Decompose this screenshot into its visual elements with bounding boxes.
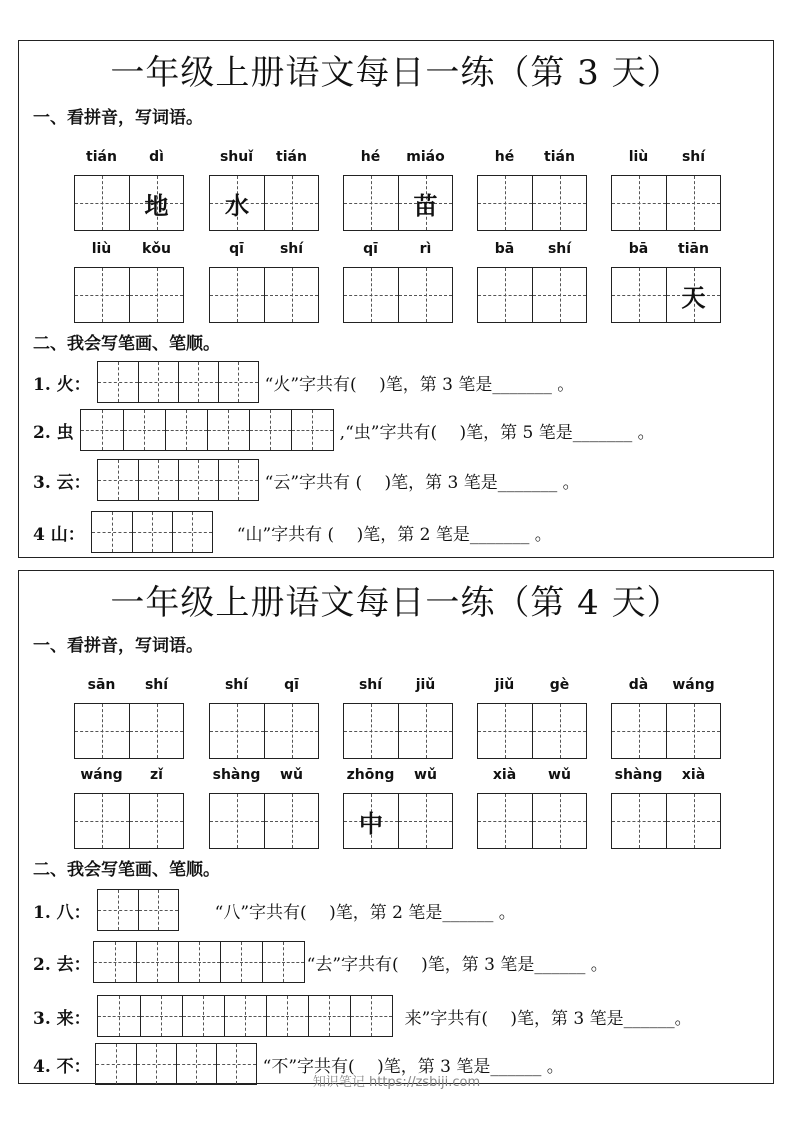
writing-boxes[interactable] [343, 267, 453, 323]
given-character [612, 794, 666, 848]
pinyin-label [209, 241, 319, 263]
pinyin-syllable: xià [681, 767, 706, 783]
writing-boxes[interactable] [611, 793, 721, 849]
pinyin-label [209, 677, 319, 699]
section-strokes-heading: 二、我会写笔画、笔顺。 [33, 860, 220, 880]
given-character: 天 [681, 282, 706, 312]
worksheet-day-3 [18, 40, 774, 558]
pinyin-syllable: wáng [672, 677, 715, 693]
writing-cell[interactable] [264, 268, 318, 322]
writing-cell[interactable] [532, 704, 586, 758]
pinyin-syllable: qī [229, 241, 244, 257]
writing-boxes[interactable] [209, 793, 319, 849]
writing-cell[interactable] [210, 794, 264, 848]
pinyin-syllable: shí [224, 677, 249, 693]
pinyin-syllable: bā [628, 241, 649, 257]
given-character [478, 704, 532, 758]
writing-cell[interactable] [612, 176, 666, 230]
pinyin-label [209, 149, 319, 171]
stroke-question-text: 来”字共有( )笔，第 3 笔是______。 [404, 1008, 692, 1029]
given-character [75, 704, 129, 758]
given-character [265, 794, 318, 848]
writing-cell[interactable] [398, 268, 452, 322]
pinyin-syllable: shí [681, 149, 706, 165]
writing-cell[interactable] [478, 268, 532, 322]
pinyin-syllable: rì [419, 241, 432, 257]
stroke-writing-boxes[interactable] [80, 409, 334, 451]
writing-boxes[interactable] [343, 793, 453, 849]
given-character [612, 704, 666, 758]
writing-cell[interactable] [264, 794, 318, 848]
stroke-question-text: ,“虫”字共有( )笔，第 5 笔是_______ 。 [339, 422, 655, 443]
pinyin-syllable: shuǐ [219, 149, 254, 165]
given-character [533, 704, 586, 758]
given-character [667, 704, 720, 758]
writing-boxes[interactable] [74, 267, 184, 323]
writing-cell[interactable] [666, 704, 720, 758]
writing-boxes[interactable] [343, 175, 453, 231]
writing-cell[interactable] [398, 794, 452, 848]
given-character [478, 268, 532, 322]
given-character [130, 268, 183, 322]
stroke-label: 1. 火： [33, 374, 91, 395]
stroke-label: 2. 虫 [33, 422, 74, 443]
stroke-question-text: “云”字共有 ( )笔，第 3 笔是_______ 。 [264, 472, 580, 493]
pinyin-label [74, 767, 184, 789]
given-character [399, 268, 452, 322]
writing-boxes[interactable] [343, 703, 453, 759]
pinyin-syllable: shí [144, 677, 169, 693]
pinyin-syllable: qī [284, 677, 299, 693]
given-character: 中 [359, 808, 383, 838]
given-character [344, 704, 398, 758]
writing-cell[interactable] [398, 176, 452, 230]
pinyin-syllable: hé [360, 149, 381, 165]
pinyin-syllable: zhōng [346, 767, 395, 783]
pinyin-syllable: wáng [80, 767, 123, 783]
writing-cell[interactable] [129, 794, 183, 848]
pinyin-label [209, 767, 319, 789]
given-character [667, 794, 720, 848]
stroke-label: 1. 八： [33, 902, 91, 923]
given-character [75, 176, 129, 230]
given-character [265, 176, 318, 230]
writing-cell[interactable] [666, 268, 720, 322]
pinyin-label [74, 149, 184, 171]
pinyin-syllable: dì [149, 149, 164, 165]
given-character [210, 268, 264, 322]
pinyin-syllable: liù [628, 149, 649, 165]
pinyin-syllable: wǔ [280, 767, 303, 783]
stroke-label: 4. 不： [33, 1056, 91, 1077]
writing-cell[interactable] [532, 268, 586, 322]
writing-cell[interactable] [344, 704, 398, 758]
given-character [533, 176, 586, 230]
writing-cell[interactable] [210, 704, 264, 758]
writing-cell[interactable] [129, 176, 183, 230]
pinyin-label [477, 767, 587, 789]
writing-cell[interactable] [666, 794, 720, 848]
stroke-question-2 [33, 409, 655, 451]
given-character [399, 794, 452, 848]
writing-cell[interactable] [129, 268, 183, 322]
given-character [130, 704, 183, 758]
pinyin-syllable: tián [276, 149, 307, 165]
given-character [344, 176, 398, 230]
writing-cell[interactable] [75, 176, 129, 230]
writing-boxes[interactable] [74, 703, 184, 759]
writing-cell[interactable] [666, 176, 720, 230]
writing-cell[interactable] [532, 176, 586, 230]
writing-boxes[interactable] [611, 703, 721, 759]
pinyin-syllable: kǒu [142, 241, 171, 257]
pinyin-label [477, 241, 587, 263]
pinyin-syllable: dà [628, 677, 649, 693]
given-character [265, 704, 318, 758]
given-character [399, 704, 452, 758]
writing-boxes[interactable] [611, 175, 721, 231]
writing-cell[interactable] [210, 176, 264, 230]
writing-cell[interactable] [75, 794, 129, 848]
stroke-writing-boxes[interactable] [97, 995, 393, 1037]
pinyin-label [477, 677, 587, 699]
pinyin-label [343, 149, 453, 171]
writing-cell[interactable] [478, 794, 532, 848]
writing-boxes[interactable] [611, 267, 721, 323]
pinyin-label [611, 241, 721, 263]
pinyin-syllable: bā [494, 241, 515, 257]
stroke-question-3 [33, 459, 580, 501]
pinyin-syllable: zǐ [150, 767, 163, 783]
given-character [210, 704, 264, 758]
given-character [210, 794, 264, 848]
writing-boxes[interactable] [209, 175, 319, 231]
stroke-question-text: “不”字共有( )笔，第 3 笔是______ 。 [262, 1056, 564, 1077]
stroke-question-text: “山”字共有 ( )笔，第 2 笔是_______ 。 [236, 524, 552, 545]
stroke-writing-boxes[interactable] [97, 459, 259, 501]
pinyin-syllable: shí [279, 241, 304, 257]
watermark: 知识笔记 https://zsbiji.com [312, 1075, 481, 1090]
pinyin-label [74, 677, 184, 699]
stroke-question-1 [33, 361, 574, 403]
stroke-question-2 [33, 941, 608, 983]
pinyin-syllable: shàng [614, 767, 663, 783]
stroke-writing-boxes[interactable] [97, 361, 259, 403]
pinyin-syllable: sān [87, 677, 116, 693]
pinyin-label [611, 149, 721, 171]
given-character [612, 176, 666, 230]
pinyin-label [343, 767, 453, 789]
pinyin-syllable: tián [544, 149, 575, 165]
given-character [667, 176, 720, 230]
given-character [478, 176, 532, 230]
writing-cell[interactable] [612, 268, 666, 322]
given-character: 地 [144, 190, 169, 220]
writing-boxes[interactable] [74, 793, 184, 849]
pinyin-syllable: gè [549, 677, 570, 693]
writing-cell[interactable] [344, 176, 398, 230]
pinyin-syllable: xià [492, 767, 517, 783]
writing-boxes[interactable] [477, 703, 587, 759]
stroke-question-text: “去”字共有( )笔，第 3 笔是______ 。 [306, 954, 608, 975]
stroke-label: 2. 去： [33, 954, 91, 975]
stroke-question-4 [33, 511, 552, 553]
writing-boxes[interactable] [74, 175, 184, 231]
pinyin-syllable: shàng [212, 767, 261, 783]
given-character [344, 268, 398, 322]
writing-boxes[interactable] [209, 267, 319, 323]
writing-cell[interactable] [75, 268, 129, 322]
pinyin-label [74, 241, 184, 263]
writing-boxes[interactable] [477, 175, 587, 231]
stroke-label: 3. 云： [33, 472, 91, 493]
given-character [533, 794, 586, 848]
writing-cell[interactable] [344, 268, 398, 322]
stroke-label: 4 山： [33, 524, 85, 545]
stroke-question-1 [33, 889, 516, 931]
pinyin-syllable: tiān [678, 241, 709, 257]
stroke-question-text: “八”字共有( )笔，第 2 笔是______ 。 [214, 902, 516, 923]
pinyin-syllable: jiǔ [494, 677, 515, 693]
writing-cell[interactable] [264, 176, 318, 230]
stroke-question-3 [33, 995, 692, 1037]
pinyin-syllable: shí [358, 677, 383, 693]
pinyin-label [343, 677, 453, 699]
writing-cell[interactable] [398, 704, 452, 758]
writing-boxes[interactable] [209, 703, 319, 759]
stroke-label: 3. 来： [33, 1008, 91, 1029]
writing-cell[interactable] [264, 704, 318, 758]
given-character [130, 794, 183, 848]
pinyin-syllable: miáo [406, 149, 445, 165]
writing-boxes[interactable] [477, 267, 587, 323]
given-character: 苗 [413, 190, 438, 220]
section-strokes-heading: 二、我会写笔画、笔顺。 [33, 334, 220, 354]
pinyin-label [477, 149, 587, 171]
stroke-writing-boxes[interactable] [91, 511, 213, 553]
given-character [75, 268, 129, 322]
given-character: 水 [225, 190, 249, 220]
section-pinyin-heading: 一、看拼音，写词语。 [33, 108, 203, 128]
writing-cell[interactable] [612, 794, 666, 848]
writing-cell[interactable] [478, 704, 532, 758]
writing-cell[interactable] [344, 794, 398, 848]
writing-cell[interactable] [532, 794, 586, 848]
worksheet-title: 一年级上册语文每日一练（第 3 天） [110, 53, 682, 93]
pinyin-label [343, 241, 453, 263]
writing-cell[interactable] [129, 704, 183, 758]
pinyin-syllable: shí [547, 241, 572, 257]
pinyin-syllable: hé [494, 149, 515, 165]
writing-boxes[interactable] [477, 793, 587, 849]
pinyin-syllable: wǔ [414, 767, 437, 783]
given-character [533, 268, 586, 322]
worksheet-title: 一年级上册语文每日一练（第 4 天） [110, 583, 682, 623]
pinyin-syllable: liù [91, 241, 112, 257]
pinyin-label [611, 677, 721, 699]
given-character [612, 268, 666, 322]
stroke-writing-boxes[interactable] [97, 889, 179, 931]
section-pinyin-heading: 一、看拼音，写词语。 [33, 636, 203, 656]
stroke-writing-boxes[interactable] [93, 941, 305, 983]
writing-cell[interactable] [210, 268, 264, 322]
pinyin-syllable: qī [363, 241, 378, 257]
writing-cell[interactable] [75, 704, 129, 758]
worksheet-day-4 [18, 570, 774, 1084]
stroke-question-text: “火”字共有( )笔，第 3 笔是_______ 。 [264, 374, 575, 395]
given-character [75, 794, 129, 848]
pinyin-syllable: wǔ [548, 767, 571, 783]
pinyin-syllable: jiǔ [415, 677, 436, 693]
writing-cell[interactable] [478, 176, 532, 230]
pinyin-label [611, 767, 721, 789]
pinyin-syllable: tián [86, 149, 117, 165]
given-character [265, 268, 318, 322]
given-character [478, 794, 532, 848]
writing-cell[interactable] [612, 704, 666, 758]
